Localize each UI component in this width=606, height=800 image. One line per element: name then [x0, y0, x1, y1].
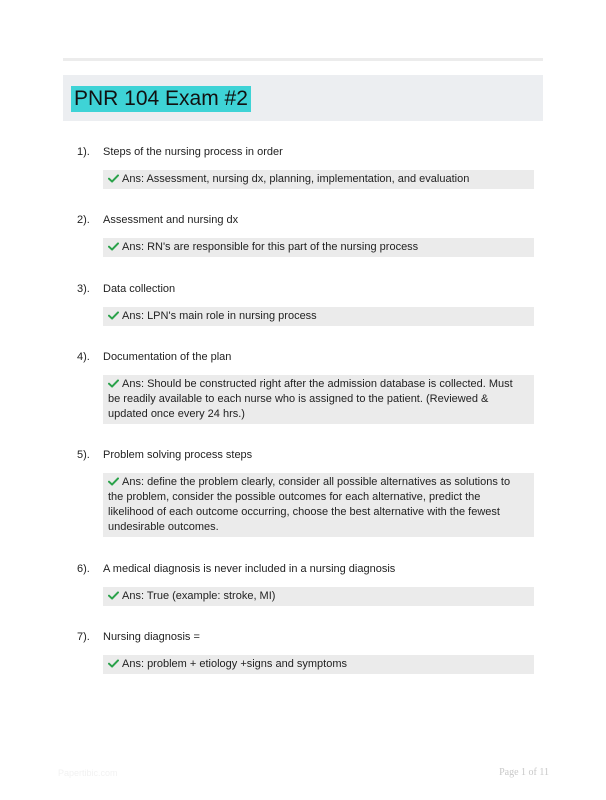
title-banner — [63, 75, 543, 121]
check-icon — [108, 591, 119, 600]
answer-text: Ans: Should be constructed right after the admission database is collected. Must be readily available to each nurse who is assigned to the patient. (Reviewed & updated once every 24 hrs.) — [108, 378, 513, 420]
answer-box — [103, 587, 534, 606]
page-title: PNR 104 Exam #2 — [71, 86, 251, 112]
answer-box — [103, 170, 534, 189]
question-text: Nursing diagnosis = — [103, 631, 200, 643]
top-divider — [63, 58, 543, 61]
question-text: Problem solving process steps — [103, 449, 253, 461]
question-text: Assessment and nursing dx — [103, 214, 239, 226]
check-icon — [108, 659, 119, 668]
footer-watermark: Papertibic.com — [58, 768, 118, 778]
check-icon — [108, 174, 119, 183]
question-number: 3). — [77, 283, 90, 295]
question-text: A medical diagnosis is never included in a nursing diagnosis — [103, 563, 396, 575]
answer-box — [103, 238, 534, 257]
answer-box — [103, 473, 534, 537]
question-text: Data collection — [103, 283, 176, 295]
question-number: 1). — [77, 146, 90, 158]
answer-box — [103, 655, 534, 674]
answer-text: Ans: True (example: stroke, MI) — [122, 590, 276, 602]
check-icon — [108, 477, 119, 486]
check-icon — [108, 379, 119, 388]
answer-text: Ans: LPN's main role in nursing process — [122, 310, 317, 322]
question-number: 5). — [77, 449, 90, 461]
answer-text: Ans: RN's are responsible for this part of the nursing process — [122, 241, 419, 253]
answer-text: Ans: define the problem clearly, consider all possible alternatives as solutions to the problem, consider the possible outcomes for each alternative, predict the likelihood of each outcome occurring, choose the best alternative with the fewest undesirable outcomes. — [108, 476, 511, 533]
check-icon — [108, 242, 119, 251]
answer-box — [103, 307, 534, 326]
answer-text: Ans: problem + etiology +signs and symptoms — [122, 658, 348, 670]
question-number: 4). — [77, 351, 90, 363]
question-text: Steps of the nursing process in order — [103, 146, 283, 158]
question-text: Documentation of the plan — [103, 351, 232, 363]
page-indicator: Page 1 of 11 — [499, 767, 549, 778]
question-number: 6). — [77, 563, 90, 575]
question-number: 7). — [77, 631, 90, 643]
question-number: 2). — [77, 214, 90, 226]
answer-box — [103, 375, 534, 424]
check-icon — [108, 311, 119, 320]
answer-text: Ans: Assessment, nursing dx, planning, implementation, and evaluation — [122, 173, 470, 185]
